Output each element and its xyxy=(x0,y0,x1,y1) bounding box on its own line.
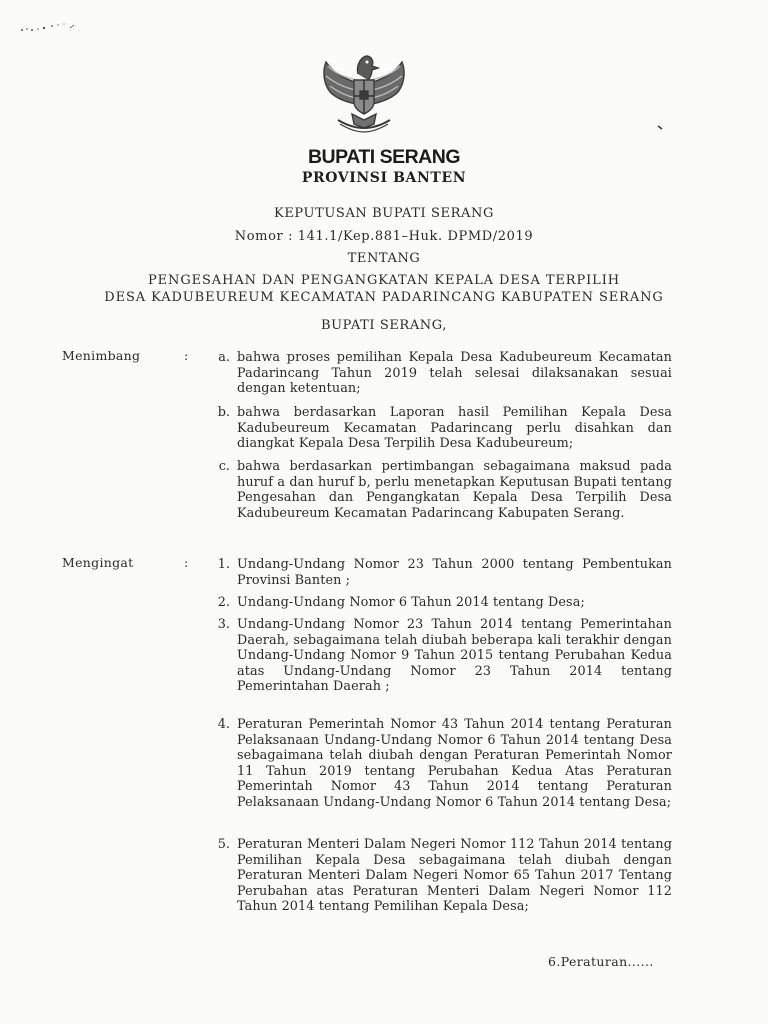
scan-speck-mark xyxy=(656,123,666,133)
item-marker: c. xyxy=(218,459,230,474)
item-text: Peraturan Menteri Dalam Negeri Nomor 112 Tahun 2014 tentang Pemilihan Kepala Desa sebagaimana telah diubah dengan Peraturan Menteri Dalam Negeri Nomor 65 Tahun 2017 Tentang Perubahan atas Peraturan Menteri Dalam Negeri Nomor 112 Tahun 2014 tentang Pemilihan Kepala Desa; xyxy=(237,837,672,914)
menimbang-item xyxy=(206,350,672,397)
item-marker: 2. xyxy=(217,595,230,610)
decree-issuer: BUPATI SERANG, xyxy=(320,318,448,333)
item-marker: b. xyxy=(217,405,230,420)
item-text: Undang-Undang Nomor 6 Tahun 2014 tentang Desa; xyxy=(237,595,585,610)
item-marker: 5. xyxy=(217,837,230,852)
page-continuation-note: 6.Peraturan...... xyxy=(548,954,654,969)
item-text: bahwa proses pemilihan Kepala Desa Kadubeureum Kecamatan Padarincang Tahun 2019 telah selesai dilaksanakan sesuai dengan ketentuan; xyxy=(237,350,672,396)
mengingat-item xyxy=(206,717,672,810)
item-text: bahwa berdasarkan Laporan hasil Pemilihan Kepala Desa Kadubeureum Kecamatan Padarincang perlu disahkan dan diangkat Kepala Desa Terpilih Desa Kadubeureum; xyxy=(237,405,672,451)
regent-title: BUPATI SERANG xyxy=(307,146,461,168)
item-text: bahwa berdasarkan pertimbangan sebagaimana maksud pada huruf a dan huruf b, perlu menetapkan Keputusan Bupati tentang Pengesahan dan Pengangkatan Kepala Desa Terpilih Desa Kadubeureum Kecamatan Padarincang Kabupaten Serang. xyxy=(237,459,672,521)
menimbang-label: Menimbang xyxy=(62,348,141,363)
decree-number: Nomor : 141.1/Kep.881–Huk. DPMD/2019 xyxy=(234,229,534,244)
menimbang-item xyxy=(206,405,672,452)
item-marker: 1. xyxy=(217,557,230,572)
mengingat-item xyxy=(206,557,672,588)
item-marker: 3. xyxy=(217,617,230,632)
menimbang-item xyxy=(206,459,672,521)
decree-about: TENTANG xyxy=(347,251,421,266)
mengingat-item xyxy=(206,617,672,695)
decree-heading: KEPUTUSAN BUPATI SERANG xyxy=(274,206,494,221)
garuda-emblem-icon xyxy=(316,44,412,136)
scan-speck-marks xyxy=(18,18,88,42)
mengingat-item xyxy=(206,837,672,915)
item-marker: a. xyxy=(218,350,230,365)
item-text: Undang-Undang Nomor 23 Tahun 2000 tentang Pembentukan Provinsi Banten ; xyxy=(237,557,672,588)
decree-title-line-2: DESA KADUBEUREUM KECAMATAN PADARINCANG KABUPATEN SERANG xyxy=(104,290,664,305)
item-text: Peraturan Pemerintah Nomor 43 Tahun 2014 tentang Peraturan Pelaksanaan Undang-Undang Nomor 6 Tahun 2014 tentang Desa sebagaimana telah diubah dengan Peraturan Pemerintah Nomor 11 Tahun 2019 tentang Perubahan Kedua Atas Peraturan Pemerintah Nomor 43 Tahun 2014 tentang Peraturan Pelaksanaan Undang-Undang Nomor 6 Tahun 2014 tentang Desa; xyxy=(237,717,672,810)
province-title: PROVINSI BANTEN xyxy=(301,170,467,186)
item-text: Undang-Undang Nomor 23 Tahun 2014 tentang Pemerintahan Daerah, sebagaimana telah diubah beberapa kali terakhir dengan Undang-Undang Nomor 9 Tahun 2015 tentang Perubahan Kedua atas Undang-Undang Nomor 23 Tahun 2014 tentang Pemerintahan Daerah ; xyxy=(237,617,672,694)
mengingat-item xyxy=(206,595,672,611)
mengingat-label: Mengingat xyxy=(62,555,134,570)
menimbang-colon: : xyxy=(184,348,189,363)
item-marker: 4. xyxy=(217,717,230,732)
mengingat-colon: : xyxy=(184,555,189,570)
decree-title-line-1: PENGESAHAN DAN PENGANGKATAN KEPALA DESA TERPILIH xyxy=(148,273,620,288)
